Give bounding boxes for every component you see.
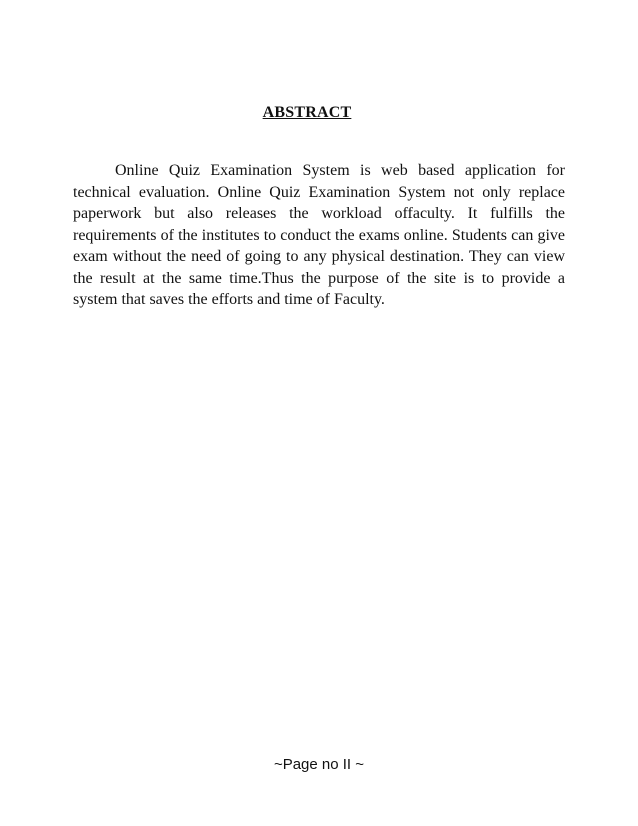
page-number-footer: ~Page no II ~ [273, 756, 365, 773]
abstract-heading: ABSTRACT [262, 104, 352, 121]
abstract-paragraph: Online Quiz Examination System is web based application for technical evaluation. Online Quiz Examination System not only replace paperwork but also releases the workload offaculty. It fulfills the requirements of the institutes to conduct the exams online. Students can give exam without the need of going to any physical destination. They can view the result at the same time.Thus the purpose of the site is to provide a system that saves the efforts and time of Faculty. [73, 162, 565, 308]
